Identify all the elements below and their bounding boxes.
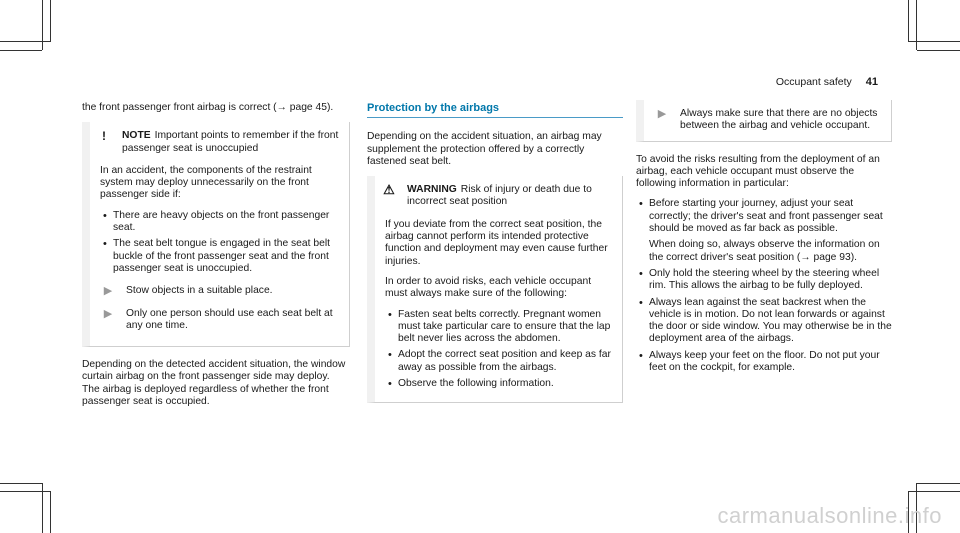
note-box [82,122,350,347]
play-arrow-icon: ▶ [103,285,113,298]
action-text: Stow objects in a suitable place. [126,285,273,297]
warning-text: If you deviate from the correct seat position, the airbag cannot perform its intended protective function and deployment may even cause further injuries. [385,218,608,267]
watermark-text: carmanualsonline.info [717,503,942,528]
warning-header [381,184,614,209]
column-right [636,102,892,378]
action-step [100,308,341,333]
crop-mark [0,491,50,492]
crop-mark [50,0,51,42]
crop-mark [916,0,917,50]
section-title: Occupant safety [775,76,852,88]
list-item: • Always lean against the seat backrest when the vehicle is in motion. Do not lean forwards or against the door or side window. You may otherwise be in the deployment area of the airbags. [636,297,892,346]
crop-mark [917,50,960,51]
column-left [82,102,350,416]
warning-bullets [385,309,614,391]
intro-paragraph: Depending on the accident situation, an airbag may supplement the protection offered by a correctly fastened seat belt. [367,131,602,167]
crop-mark [908,491,960,492]
action-text: Always make sure that there are no objects between the airbag and vehicle occupant. [680,108,878,132]
list-item: • Observe the following information. [385,378,614,390]
note-label: NOTE [122,130,151,142]
crop-mark [42,0,43,50]
warning-text: In order to avoid risks, each vehicle occupant must always make sure of the following: [385,275,592,300]
list-item: • Before starting your journey, adjust your seat correctly; the driver's seat and front passenger seat should be moved as far back as possible. When doing so, always observe the information on the correct driver's seat position (→ page 93). [636,198,892,263]
crop-mark [50,491,51,533]
action-text: Only one person should use each seat belt at any one time. [126,307,333,331]
crop-mark [0,50,42,51]
closing-paragraph: Depending on the detected accident situation, the window curtain airbag on the front passenger side may deploy. The airbag is deployed regardless of whether the front passenger seat is occupied. [82,359,346,408]
list-item: • Only hold the steering wheel by the steering wheel rim. This allows the airbag to be fully deployed. [636,268,892,293]
section-heading: Protection by the airbags [367,102,623,118]
note-title: Important points to remember if the front passenger seat is unoccupied [122,130,339,154]
action-step [100,285,341,297]
warning-box [367,176,623,403]
crop-mark [908,0,909,42]
warning-title: Risk of injury or death due to incorrect seat position [407,184,592,208]
list-item: • Always keep your feet on the floor. Do not put your feet on the cockpit, for example. [636,350,892,375]
page-number: 41 [865,76,878,88]
play-arrow-icon: ▶ [657,108,667,120]
action-box [636,100,892,142]
crop-mark [0,41,50,42]
action-step [654,108,883,133]
list-item: • Adopt the correct seat position and keep as far away as possible from the airbags. [385,349,614,374]
list-item-note: When doing so, always observe the information on the correct driver's seat position (→ page 93). [649,239,880,263]
intro-paragraph: To avoid the risks resulting from the deployment of an airbag, each vehicle occupant must observe the following information in particular: [636,153,880,190]
warning-label: WARNING [407,184,457,196]
warning-triangle-icon: ⚠ [383,182,395,198]
note-text: In an accident, the components of the restraint system may deploy unnecessarily on the front passenger side if: [100,164,312,201]
crop-mark [908,41,960,42]
intro-paragraph: the front passenger front airbag is correct (→ page 45). [82,102,334,113]
list-item: • Fasten seat belts correctly. Pregnant women must take particular care to ensure that the lap belt never lies across the abdomen. [385,309,614,346]
play-arrow-icon: ▶ [103,307,113,320]
note-bullets [100,210,341,275]
crop-mark [917,483,960,484]
note-body [100,165,341,332]
exclamation-icon: ! [102,129,106,144]
page-header [776,76,878,88]
list-item: • The seat belt tongue is engaged in the seat belt buckle of the front passenger seat and the front passenger seat is unoccupied. [100,238,341,275]
crop-mark [0,483,42,484]
note-header [96,130,341,155]
list-item: • There are heavy objects on the front passenger seat. [100,210,341,235]
column-middle [367,102,623,403]
warning-body [385,219,614,391]
info-bullets [636,198,892,374]
